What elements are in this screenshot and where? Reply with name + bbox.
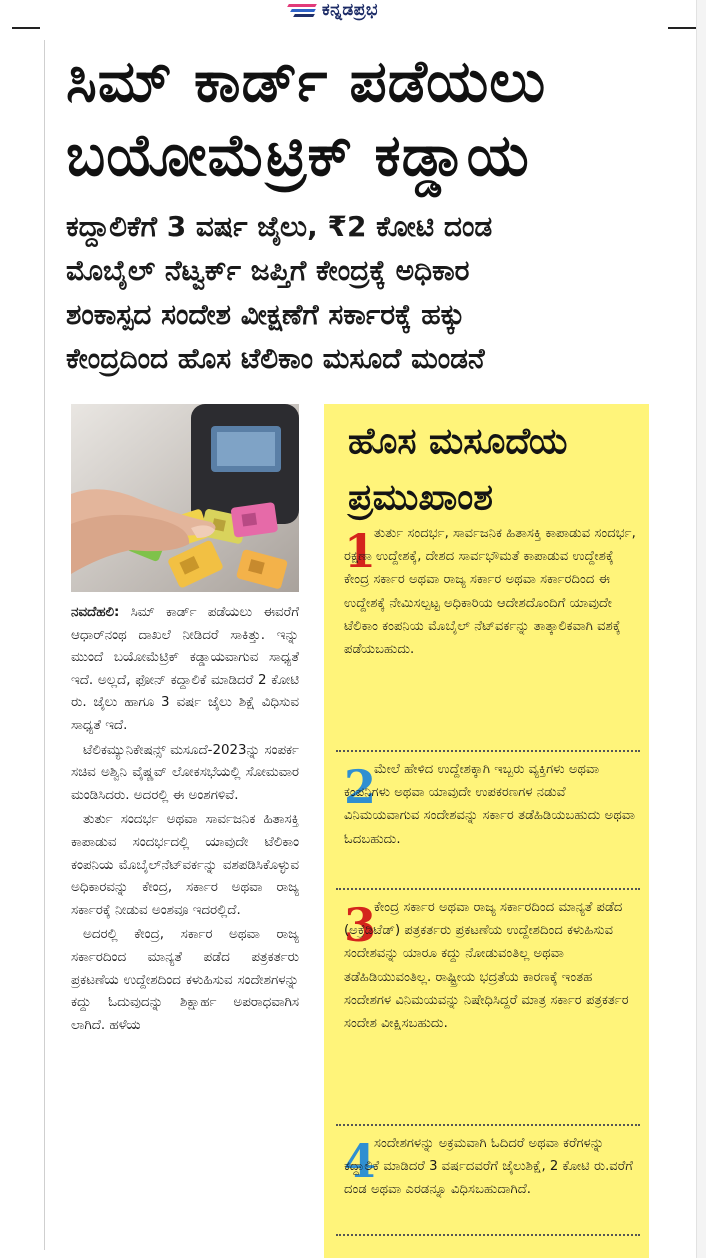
header-rule-left bbox=[12, 27, 40, 29]
header-rule-right bbox=[668, 27, 696, 29]
masthead bbox=[0, 0, 706, 26]
article-paragraph-2: ಟೆಲಿಕಮ್ಯುನಿಕೇಷನ್ಸ್ ಮಸೂದೆ-2023ನ್ನು ಸಂಪರ್ಕ ಸಚಿವ ಅಶ್ವಿನಿ ವೈಷ್ಣವ್ ಲೋಕಸಭೆಯಲ್ಲಿ ಸೋಮವಾರ ಮಂಡಿಸಿದರು. ಅದರಲ್ಲಿ ಈ ಅಂಶಗಳಿವೆ. bbox=[71, 742, 299, 803]
highlight-number-4: 4 bbox=[344, 1134, 377, 1188]
article-body bbox=[71, 602, 299, 1039]
highlight-number-2: 2 bbox=[344, 760, 377, 814]
subheadline-4: ಕೇಂದ್ರದಿಂದ ಹೊಸ ಟೆಲಿಕಾಂ ಮಸೂದೆ ಮಂಡನೆ bbox=[66, 342, 485, 375]
item-divider-1 bbox=[336, 750, 640, 752]
item-divider-2 bbox=[336, 888, 640, 890]
highlight-number-1: 1 bbox=[344, 524, 377, 578]
logo-text: ಕನ್ನಡಪ್ರಭ bbox=[322, 0, 378, 20]
highlight-text-2: ಮೇಲೆ ಹೇಳಿದ ಉದ್ದೇಶಕ್ಕಾಗಿ ಇಬ್ಬರು ವ್ಯಕ್ತಿಗಳು ಅಥವಾ ಕಂಪನಿಗಳು ಅಥವಾ ಯಾವುದೇ ಉಪಕರಣಗಳ ನಡುವೆ ವಿನಿಮಯವಾಗುವ ಸಂದೇಶವನ್ನು ಸರ್ಕಾರ ತಡೆಹಿಡಿಯಬಹುದು ಅಥವಾ ಓದಬಹುದು. bbox=[344, 762, 635, 847]
subheadline-1: ಕದ್ದಾಲಿಕೆಗೆ 3 ವರ್ಷ ಜೈಲು, ₹2 ಕೋಟಿ ದಂಡ bbox=[66, 210, 493, 243]
item-divider-4 bbox=[336, 1234, 640, 1236]
main-headline bbox=[66, 44, 666, 192]
highlight-text-1: ತುರ್ತು ಸಂದರ್ಭ, ಸಾರ್ವಜನಿಕ ಹಿತಾಸಕ್ತಿ ಕಾಪಾಡುವ ಸಂದರ್ಭ, ರಕ್ಷಣಾ ಉದ್ದೇಶಕ್ಕೆ, ದೇಶದ ಸಾರ್ವಭೌಮತೆ ಕಾಪಾಡುವ ಉದ್ದೇಶಕ್ಕೆ ಕೇಂದ್ರ ಸರ್ಕಾರ ಅಥವಾ ರಾಜ್ಯ ಸರ್ಕಾರ ಅಥವಾ ಸರ್ಕಾರದಿಂದ ಈ ಉದ್ದೇಶಕ್ಕೆ ನೇಮಿಸಲ್ಪಟ್ಟ ಅಧಿಕಾರಿಯ ಆದೇಶದೊಂದಿಗೆ ಯಾವುದೇ ಟೆಲಿಕಾಂ ಕಂಪನಿಯ ಮೊಬೈಲ್ ನೆಟ್‌ವರ್ಕನ್ನು ತಾತ್ಕಾಲಿಕವಾಗಿ ವಶಕ್ಕೆ ಪಡೆಯಬಹುದು. bbox=[344, 526, 636, 658]
highlight-text-4: ಸಂದೇಶಗಳನ್ನು ಅಕ್ರಮವಾಗಿ ಓದಿದರೆ ಅಥವಾ ಕರೆಗಳನ್ನು ಕದ್ದಾಲಿಕೆ ಮಾಡಿದರೆ 3 ವರ್ಷದವರೆಗೆ ಜೈಲುಶಿಕ್ಷೆ, 2 ಕೋಟಿ ರು.ವರೆಗೆ ದಂಡ ಅಥವಾ ಎರಡನ್ನೂ ವಿಧಿಸಬಹುದಾಗಿದೆ. bbox=[344, 1136, 633, 1198]
page-edge bbox=[696, 0, 706, 1258]
subheadline-2: ಮೊಬೈಲ್ ನೆಟ್ವರ್ಕ್ ಜಪ್ತಿಗೆ ಕೇಂದ್ರಕ್ಕೆ ಅಧಿಕಾರ bbox=[66, 254, 470, 287]
column-divider bbox=[44, 40, 45, 1250]
highlight-text-3: ಕೇಂದ್ರ ಸರ್ಕಾರ ಅಥವಾ ರಾಜ್ಯ ಸರ್ಕಾರದಿಂದ ಮಾನ್ಯತೆ ಪಡೆದ (ಅಕ್ರೆಡಿಟೆಡ್) ಪತ್ರಕರ್ತರು ಪ್ರಕಟಣೆಯ ಉದ್ದೇಶದಿಂದ ಕಳುಹಿಸುವ ಸಂದೇಶವನ್ನು ಯಾರೂ ಕದ್ದು ನೋಡುವಂತಿಲ್ಲ ಅಥವಾ ತಡೆಹಿಡಿಯುವಂತಿಲ್ಲ. ರಾಷ್ಟ್ರೀಯ ಭದ್ರತೆಯ ಕಾರಣಕ್ಕೆ ಇಂತಹ ಸಂದೇಶಗಳ ವಿನಿಮಯವನ್ನು ನಿಷೇಧಿಸಿದ್ದರೆ ಮಾತ್ರ ಸರ್ಕಾರ ಪತ್ರಕರ್ತರ ಸಂದೇಶ ವೀಕ್ಷಿಸಬಹುದು. bbox=[344, 900, 629, 1032]
panel-title bbox=[348, 414, 567, 526]
subheadline-3: ಶಂಕಾಸ್ಪದ ಸಂದೇಶ ವೀಕ್ಷಣೆಗೆ ಸರ್ಕಾರಕ್ಕೆ ಹಕ್ಕು bbox=[66, 298, 465, 331]
panel-title-line-1: ಹೊಸ ಮಸೂದೆಯ bbox=[348, 421, 568, 462]
highlight-number-3: 3 bbox=[344, 898, 377, 952]
headline-line-2: ಬಯೋಮೆಟ್ರಿಕ್ ಕಡ್ಡಾಯ bbox=[66, 121, 530, 189]
dateline: ನವದೆಹಲಿ: bbox=[71, 605, 120, 620]
article-paragraph-1-text: ಸಿಮ್ ಕಾರ್ಡ್ ಪಡೆಯಲು ಈವರೆಗೆ ಆಧಾರ್‌ನಂಥ ದಾಖಲೆ ನೀಡಿದರೆ ಸಾಕಿತ್ತು. ಇನ್ನು ಮುಂದೆ ಬಯೋಮೆಟ್ರಿಕ್ ಕಡ್ಡಾಯವಾಗುವ ಸಾಧ್ಯತೆ ಇದೆ. ಅಲ್ಲದೆ, ಫೋನ್ ಕದ್ದಾಲಿಕೆ ಮಾಡಿದರೆ 2 ಕೋಟಿ ರು. ಜೈಲು ಹಾಗೂ 3 ವರ್ಷ ಜೈಲು ಶಿಕ್ಷೆ ವಿಧಿಸುವ ಸಾಧ್ಯತೆ ಇದೆ. bbox=[71, 605, 299, 733]
sim-card-photo bbox=[71, 404, 299, 592]
panel-title-line-2: ಪ್ರಮುಖಾಂಶ bbox=[348, 477, 493, 518]
sim-card-illustration bbox=[71, 404, 299, 592]
subheadlines bbox=[66, 205, 666, 381]
headline-line-1: ಸಿಮ್ ಕಾರ್ಡ್ ಪಡೆಯಲು bbox=[66, 47, 547, 115]
newspaper-logo bbox=[288, 0, 378, 20]
article-paragraph-3: ತುರ್ತು ಸಂದರ್ಭ ಅಥವಾ ಸಾರ್ವಜನಿಕ ಹಿತಾಸಕ್ತಿ ಕಾಪಾಡುವ ಸಂದರ್ಭದಲ್ಲಿ ಯಾವುದೇ ಟೆಲಿಕಾಂ ಕಂಪನಿಯ ಮೊಬೈಲ್‌ನೆಟ್‌ವರ್ಕನ್ನು ವಶಪಡಿಸಿಕೊಳ್ಳುವ ಅಧಿಕಾರವನ್ನು ಕೇಂದ್ರ, ಸರ್ಕಾರ ಅಥವಾ ರಾಜ್ಯ ಸರ್ಕಾರಕ್ಕೆ ನೀಡುವ ಅಂಶವೂ ಇದರಲ್ಲಿದೆ. bbox=[71, 812, 299, 918]
item-divider-3 bbox=[336, 1124, 640, 1126]
article-paragraph-1 bbox=[71, 602, 299, 738]
highlights-panel bbox=[324, 404, 649, 1258]
logo-stripes-icon bbox=[288, 3, 318, 17]
article-paragraph-4: ಅದರಲ್ಲಿ ಕೇಂದ್ರ, ಸರ್ಕಾರ ಅಥವಾ ರಾಜ್ಯ ಸರ್ಕಾರದಿಂದ ಮಾನ್ಯತೆ ಪಡೆದ ಪತ್ರಕರ್ತರು ಪ್ರಕಟಣೆಯ ಉದ್ದೇಶದಿಂದ ಕಳುಹಿಸುವ ಸಂದೇಶಗಳನ್ನು ಕದ್ದು ಓದುವುದನ್ನು ಶಿಕ್ಷಾರ್ಹ ಅಪರಾಧವಾಗಿಸ ಲಾಗಿದೆ. ಹಳೆಯ bbox=[71, 927, 299, 1033]
